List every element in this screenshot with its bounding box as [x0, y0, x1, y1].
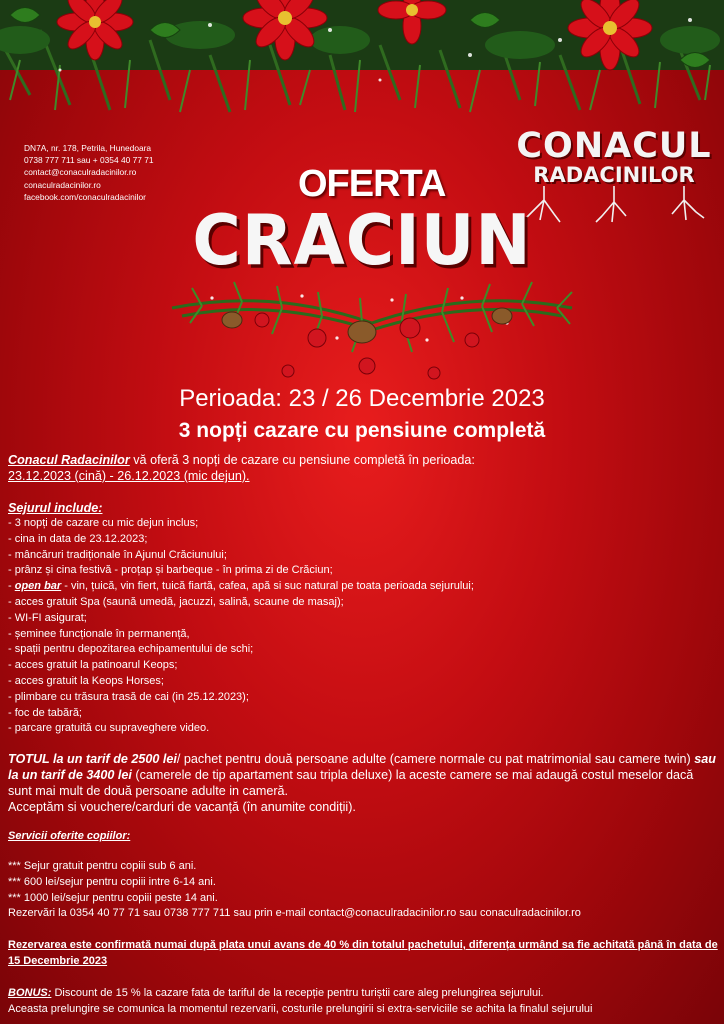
list-item: - plimbare cu trăsura trasă de cai (in 25.12.2023); — [8, 690, 249, 703]
openbar-text: - vin, țuică, vin fiert, tuică fiartă, cafea, apă si suc natural pe toata perioada sejurului; — [61, 580, 474, 593]
christmas-garland-top-decoration — [0, 0, 724, 120]
sejur-heading: Sejurul include: — [8, 501, 103, 515]
confirm-text: Rezervarea este confirmată numai după plata unui avans de 40 % din totalul pachetului, diferența urmând sa fie achitată până în data de 15 Decembrie 2023 — [8, 939, 718, 967]
bonus-block — [8, 986, 718, 1018]
christmas-garland-baubles-decoration — [162, 268, 582, 386]
list-item: - parcare gratuită cu supraveghere video. — [8, 722, 210, 735]
copii-list — [8, 859, 718, 922]
roots-icon — [514, 186, 714, 226]
contact-facebook: facebook.com/conaculradacinilor — [24, 191, 146, 202]
sejur-list — [8, 516, 718, 737]
openbar-label: open bar — [14, 580, 62, 593]
list-item: - acces gratuit la Keops Horses; — [8, 674, 164, 687]
tarif-2500-detail: / pachet pentru două persoane adulte (camere normale cu pat matrimonial sau camere twin) — [176, 752, 695, 767]
contact-email: contact@conaculradacinilor.ro — [24, 167, 137, 178]
list-item: *** 1000 lei/sejur pentru copiii peste 14 ani. — [8, 891, 218, 904]
bonus-text-2: Aceasta prelungire se comunica la momentul rezervarii, costurile prelungirii si extra-serviciile se achita la finalul sejurului — [8, 1002, 593, 1015]
list-item: - șeminee funcționale în permanență, — [8, 627, 190, 640]
list-item: - cina in data de 23.12.2023; — [8, 532, 148, 545]
list-item: - spații pentru depozitarea echipamentului de schi; — [8, 643, 254, 656]
rezervari-text: Rezervări la 0354 40 77 71 sau 0738 777 711 sau prin e-mail contact@conaculradacinilor.ro sau conaculradacinilor.ro — [8, 907, 581, 920]
craciun-title: CRACIUN — [192, 200, 532, 281]
openbar-prefix: - — [8, 580, 15, 593]
contact-website: conaculradacinilor.ro — [24, 179, 101, 190]
logo-line-1: CONACUL — [516, 126, 712, 166]
period-text: Perioada: 23 / 26 Decembrie 2023 — [179, 385, 545, 412]
list-item-openbar — [8, 579, 718, 595]
list-item: *** 600 lei/sejur pentru copiii intre 6-14 ani. — [8, 875, 216, 888]
oferta-title: OFERTA — [298, 163, 446, 205]
intro-paragraph — [8, 452, 718, 468]
conacul-radacinilor-logo — [514, 128, 714, 224]
bonus-text: Discount de 15 % la cazare fata de tariful de la recepție pentru turiștii care aleg prelungirea sejurului. — [51, 986, 544, 999]
contact-address: DN7A, nr. 178, Petrila, Hunedoara — [24, 143, 152, 153]
voucher-text: Acceptăm si vouchere/carduri de vacanță (în anumite condiții). — [8, 800, 356, 815]
intro-dates: 23.12.2023 (cină) - 26.12.2023 (mic dejun). — [8, 469, 250, 483]
logo-line-2: RADACINILOR — [533, 163, 695, 187]
intro-name: Conacul Radacinilor — [8, 453, 130, 467]
offer-subtitle: 3 nopți cazare cu pensiune completă — [178, 419, 546, 442]
offer-body — [8, 452, 718, 1017]
list-item: *** Sejur gratuit pentru copiii sub 6 ani. — [8, 859, 197, 872]
list-item: - 3 nopți de cazare cu mic dejun inclus; — [8, 517, 199, 529]
list-item: - acces gratuit Spa (saună umedă, jacuzzi, salină, scaune de masaj); — [8, 595, 344, 608]
list-item: - foc de tabără; — [8, 706, 82, 719]
bonus-label: BONUS: — [8, 986, 52, 999]
contact-phone: 0738 777 711 sau + 0354 40 77 71 — [24, 155, 154, 166]
list-item: - mâncăruri tradiționale în Ajunul Crăciunului; — [8, 548, 227, 561]
intro-text: vă oferă 3 nopți de cazare cu pensiune completă în perioada: — [129, 453, 475, 467]
contact-info — [24, 142, 154, 203]
list-item: - WI-FI asigurat; — [8, 611, 87, 624]
tarif-paragraph — [8, 751, 718, 799]
list-item: - acces gratuit la patinoarul Keops; — [8, 659, 178, 672]
copii-heading: Servicii oferite copiilor: — [8, 830, 131, 843]
tarif-3400: sau la un tarif de 3400 lei — [8, 752, 716, 783]
list-item: - prânz și cina festivă - proțap și barbeque - în prima zi de Crăciun; — [8, 564, 333, 577]
tarif-3400-detail: (camerele de tip apartament sau tripla deluxe) la aceste camere se mai adaugă costul meselor dacă sunt mai mult de două persoane adulte in cameră. — [8, 768, 694, 799]
tarif-2500: TOTUL la un tarif de 2500 lei — [8, 752, 177, 767]
